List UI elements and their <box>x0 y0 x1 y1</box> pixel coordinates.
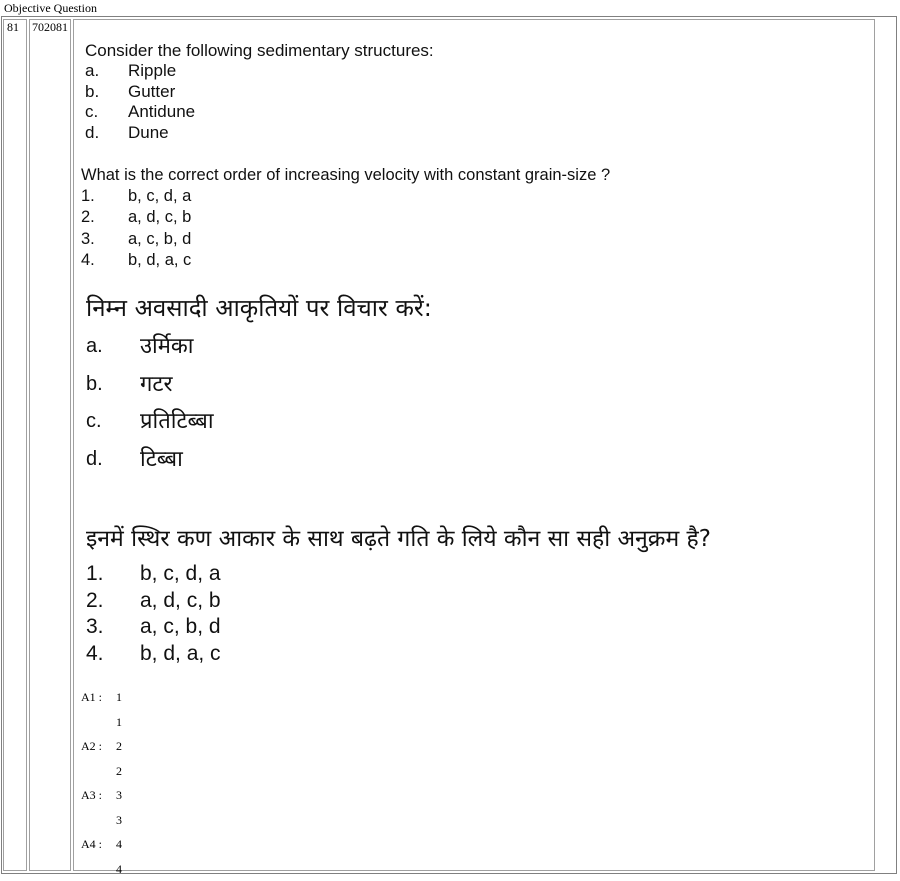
option-key: 2. <box>81 207 128 228</box>
item-text: प्रतिटिब्बा <box>140 403 214 441</box>
answer-row <box>81 808 136 833</box>
english-item <box>85 123 434 144</box>
english-option <box>81 250 610 271</box>
answer-label: A4 : <box>81 832 116 857</box>
option-key: 1. <box>81 186 128 207</box>
hindi-item <box>86 403 432 441</box>
question-number-cell <box>3 19 27 871</box>
option-text: a, d, c, b <box>140 588 221 615</box>
hindi-option <box>86 641 711 668</box>
item-text: Dune <box>128 123 169 144</box>
hindi-option <box>86 614 711 641</box>
english-option <box>81 207 610 228</box>
hindi-item <box>86 328 432 366</box>
item-text: Gutter <box>128 82 175 103</box>
answer-row <box>81 685 136 710</box>
answer-value: 1 <box>116 710 136 735</box>
answer-list <box>81 685 136 881</box>
answer-value: 1 <box>116 685 136 710</box>
answer-row <box>81 832 136 857</box>
answer-row <box>81 783 136 808</box>
answer-row <box>81 857 136 881</box>
hindi-question-text: इनमें स्थिर कण आकार के साथ बढ़ते गति के लिये कौन सा सही अनुक्रम है? <box>86 517 711 561</box>
english-question <box>81 164 610 271</box>
option-key: 4. <box>81 250 128 271</box>
answer-value: 2 <box>116 759 136 784</box>
answer-value: 3 <box>116 783 136 808</box>
item-text: Ripple <box>128 61 176 82</box>
answer-row <box>81 734 136 759</box>
option-key: 3. <box>86 614 140 641</box>
option-text: b, c, d, a <box>140 561 221 588</box>
item-key: c. <box>86 403 140 441</box>
answer-value: 2 <box>116 734 136 759</box>
option-text: b, d, a, c <box>140 641 221 668</box>
english-intro: Consider the following sedimentary structures: <box>85 40 434 61</box>
english-option <box>81 186 610 207</box>
english-item <box>85 61 434 82</box>
option-text: b, d, a, c <box>128 250 191 271</box>
option-key: 1. <box>86 561 140 588</box>
option-key: 2. <box>86 588 140 615</box>
hindi-intro: निम्न अवसादी आकृतियों पर विचार करें: <box>86 288 432 328</box>
hindi-statement <box>86 288 432 478</box>
option-key: 3. <box>81 229 128 250</box>
item-text: गटर <box>140 366 172 404</box>
question-number: 81 <box>7 20 19 34</box>
item-key: b. <box>86 366 140 404</box>
hindi-item <box>86 366 432 404</box>
english-item <box>85 82 434 103</box>
item-key: c. <box>85 102 128 123</box>
question-body-cell <box>73 19 875 871</box>
english-question-text: What is the correct order of increasing velocity with constant grain-size ? <box>81 164 610 186</box>
answer-value: 4 <box>116 857 136 881</box>
item-key: d. <box>85 123 128 144</box>
option-text: b, c, d, a <box>128 186 191 207</box>
item-key: a. <box>85 61 128 82</box>
item-key: b. <box>85 82 128 103</box>
item-key: d. <box>86 441 140 479</box>
item-text: उर्मिका <box>140 328 194 366</box>
item-text: Antidune <box>128 102 195 123</box>
option-text: a, d, c, b <box>128 207 191 228</box>
question-id: 702081 <box>32 20 68 34</box>
english-option <box>81 229 610 250</box>
answer-row <box>81 759 136 784</box>
english-statement <box>85 40 434 144</box>
answer-label: A3 : <box>81 783 116 808</box>
item-key: a. <box>86 328 140 366</box>
option-text: a, c, b, d <box>128 229 191 250</box>
question-row <box>3 18 895 872</box>
section-header: Objective Question <box>4 1 97 15</box>
option-key: 4. <box>86 641 140 668</box>
answer-row <box>81 710 136 735</box>
hindi-item <box>86 441 432 479</box>
item-text: टिब्बा <box>140 441 183 479</box>
answer-value: 4 <box>116 832 136 857</box>
answer-label: A2 : <box>81 734 116 759</box>
question-table <box>1 16 897 874</box>
question-id-cell <box>29 19 71 871</box>
hindi-option <box>86 588 711 615</box>
english-item <box>85 102 434 123</box>
hindi-option <box>86 561 711 588</box>
hindi-question <box>86 517 711 667</box>
option-text: a, c, b, d <box>140 614 221 641</box>
answer-label: A1 : <box>81 685 116 710</box>
answer-value: 3 <box>116 808 136 833</box>
